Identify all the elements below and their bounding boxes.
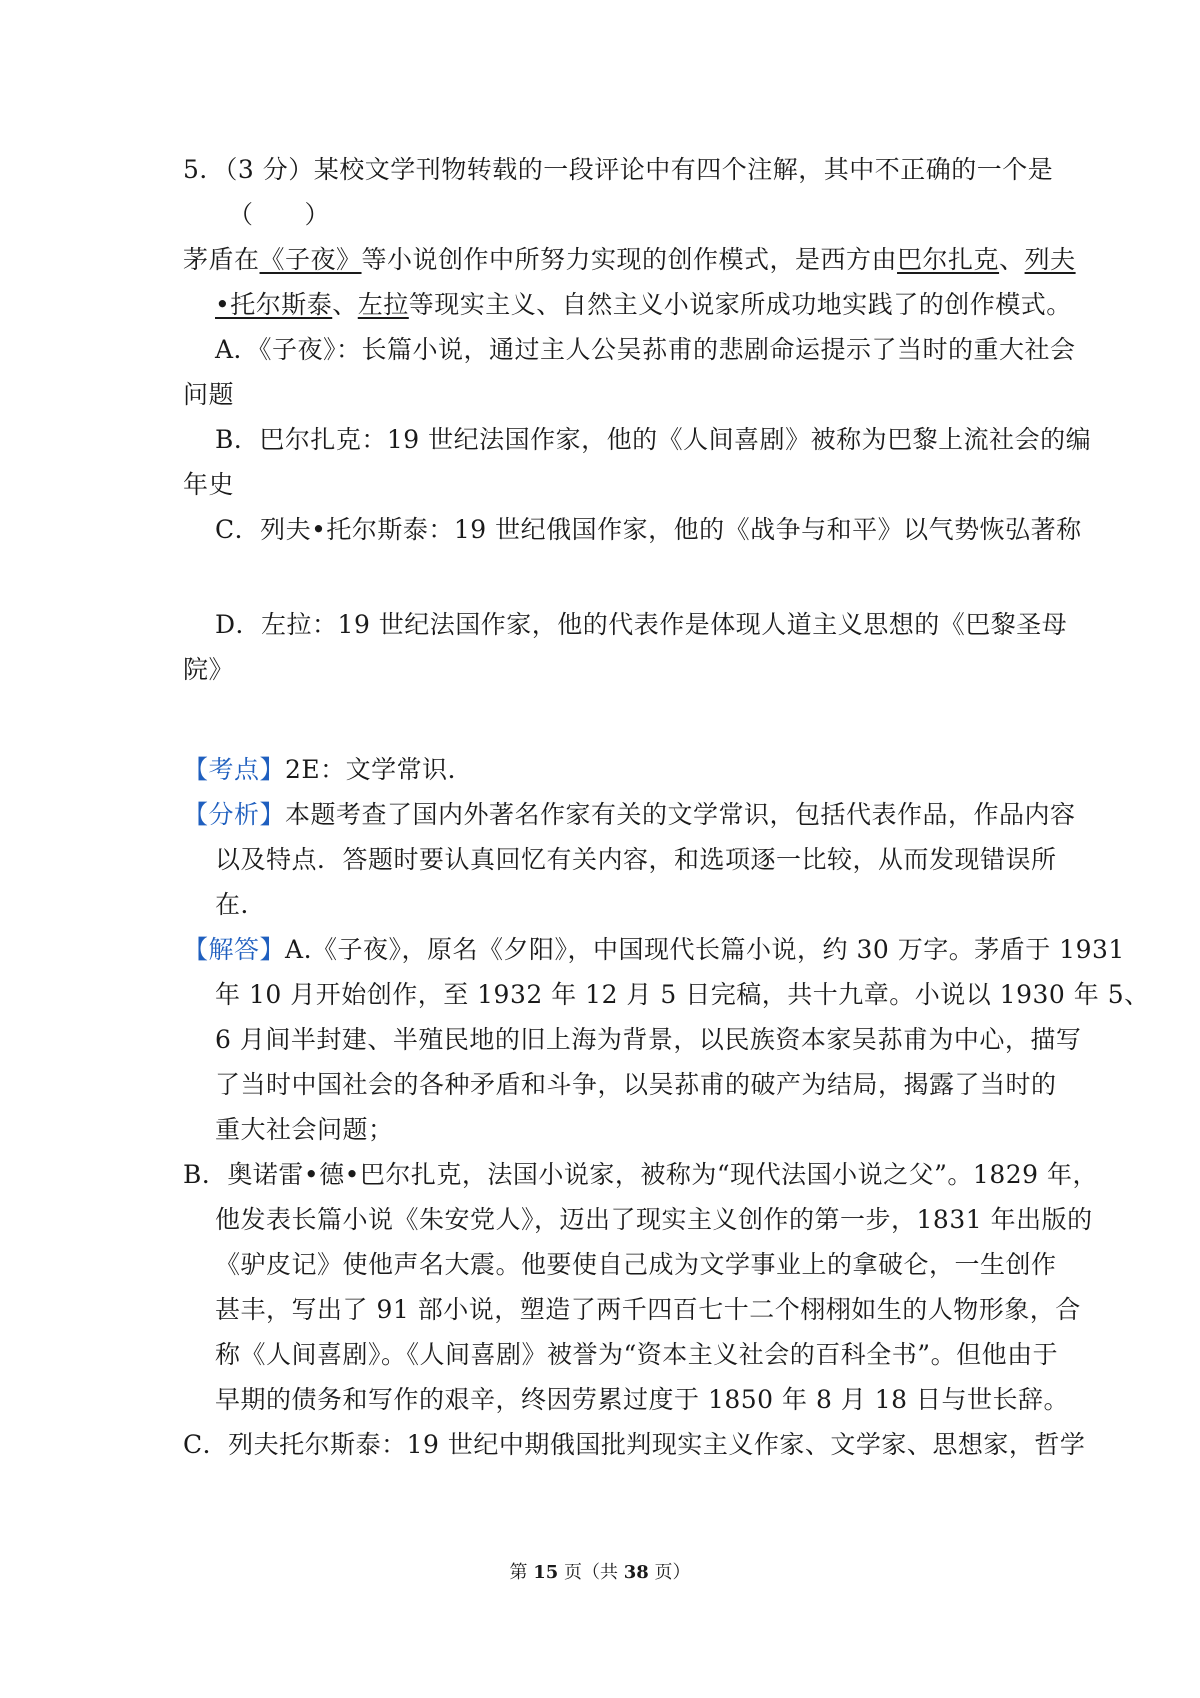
jieda-line-1 [183,935,1125,965]
fenxi-tag: 【分析】 [183,800,286,829]
option-c-line-1: C．列夫•托尔斯泰：19 世纪俄国作家，他的《战争与和平》以气势恢弘著称 [215,515,1082,544]
underlined-balzac: 巴尔扎克 [897,245,1000,274]
kaodian-text: 2E：文学常识． [285,755,474,784]
option-b-line-1: B．巴尔扎克：19 世纪法国作家，他的《人间喜剧》被称为巴黎上流社会的编 [215,425,1092,454]
jieda-a-line-2: 年 10 月开始创作，至 1932 年 12 月 5 日完稿，共十九章。小说以 1930 年 5、 [215,980,1150,1009]
fenxi-line-3: 在． [215,890,267,919]
page-number: 15 [533,1562,559,1583]
fenxi-text: 本题考查了国内外著名作家有关的文学常识，包括代表作品，作品内容 [285,800,1076,829]
jieda-a-line-3: 6 月间半封建、半殖民地的旧上海为背景，以民族资本家吴荪甫为中心，描写 [215,1025,1082,1054]
jieda-b-line-4: 甚丰，写出了 91 部小说，塑造了两千四百七十二个栩栩如生的人物形象，合 [215,1295,1081,1324]
page-footer [0,1561,1200,1585]
footer-middle: 页（共 [558,1562,624,1583]
jieda-a-line-4: 了当时中国社会的各种矛盾和斗争，以吴荪甫的破产为结局，揭露了当时的 [215,1070,1057,1099]
footer-suffix: 页） [648,1562,691,1583]
kaodian-line [183,755,473,785]
fenxi-line-2: 以及特点．答题时要认真回忆有关内容，和选项逐一比较，从而发现错误所 [215,845,1057,874]
jieda-tag: 【解答】 [183,935,286,964]
underlined-work-ziye: 《子夜》 [259,245,362,274]
underlined-tolstoy-part1: 列夫 [1024,245,1076,274]
jieda-c-line-1: C．列夫托尔斯泰：19 世纪中期俄国批判现实主义作家、文学家、思想家，哲学 [183,1430,1086,1459]
footer-prefix: 第 [509,1562,534,1583]
underlined-tolstoy-part2: •托尔斯泰 [215,290,333,319]
option-b-line-2: 年史 [183,470,235,499]
jieda-b-line-6: 早期的债务和写作的艰辛，终因劳累过度于 1850 年 8 月 18 日与世长辞。 [215,1385,1070,1414]
passage-text: 等现实主义、自然主义小说家所成功地实践了的创作模式。 [408,290,1072,319]
fenxi-line-1 [183,800,1076,830]
option-a-line-1: A．《子夜》：长篇小说，通过主人公吴荪甫的悲剧命运提示了当时的重大社会 [215,335,1076,364]
question-stem-line-1: 5．（3 分）某校文学刊物转载的一段评论中有四个注解，其中不正确的一个是 [183,155,1054,184]
passage-text: 、 [999,245,1025,274]
kaodian-tag: 【考点】 [183,755,286,784]
passage-line-2 [215,290,1072,320]
page-total: 38 [623,1562,649,1583]
jieda-b-line-3: 《驴皮记》使他声名大震。他要使自己成为文学事业上的拿破仑，一生创作 [215,1250,1057,1279]
option-a-line-2: 问题 [183,380,235,409]
jieda-b-line-2: 他发表长篇小说《朱安党人》，迈出了现实主义创作的第一步，1831 年出版的 [215,1205,1093,1234]
jieda-text: A.《子夜》，原名《夕阳》，中国现代长篇小说，约 30 万字。茅盾于 1931 [285,935,1125,964]
jieda-b-line-1: B．奥诺雷•德•巴尔扎克，法国小说家，被称为“现代法国小说之父”。1829 年， [183,1160,1098,1189]
passage-text: 、 [332,290,358,319]
passage-text: 等小说创作中所努力实现的创作模式，是西方由 [361,245,898,274]
passage-text: 茅盾在 [183,245,260,274]
option-d-line-2: 院》 [183,655,235,684]
passage-line-1 [183,245,1076,275]
jieda-a-line-5: 重大社会问题； [215,1115,394,1144]
question-stem-line-2: （ ） [228,200,331,229]
option-d-line-1: D．左拉：19 世纪法国作家，他的代表作是体现人道主义思想的《巴黎圣母 [215,610,1068,639]
jieda-b-line-5: 称《人间喜剧》。《人间喜剧》被誉为“资本主义社会的百科全书”。但他由于 [215,1340,1059,1369]
underlined-zola: 左拉 [357,290,409,319]
